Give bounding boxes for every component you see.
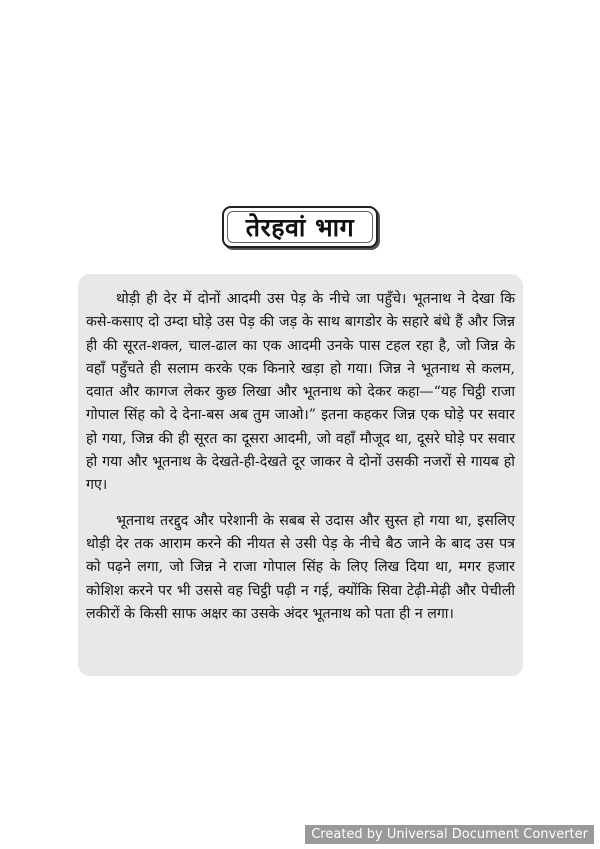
chapter-title: तेरहवां भाग <box>245 213 355 242</box>
paragraph-2: भूतनाथ तरद्दुद और परेशानी के सबब से उदास और सुस्त हो गया था, इसलिए थोड़ी देर तक आराम करने की नीयत से उसी पेड़ के नीचे बैठ जाने के बाद उस पत्र को पढ़ने लगा, जो जिन्न ने राजा गोपाल सिंह के लिए लिख दिया था, मगर हजार कोशिश करने पर भी उससे वह चिट्ठी पढ़ी न गई, क्योंकि सिवा टेढ़ी-मेढ़ी और पेचीली लकीरों के किसी साफ अक्षर का उसके अंदर भूतनाथ को पता ही न लगा। <box>86 512 515 622</box>
watermark-label: Created by Universal Document Converter <box>305 825 594 844</box>
text-panel <box>78 274 523 676</box>
chapter-heading-box <box>222 206 378 248</box>
paragraph-1: थोड़ी ही देर में दोनों आदमी उस पेड़ के नीचे जा पहुँचे। भूतनाथ ने देखा कि कसे-कसाए दो उम्दा घोड़े उस पेड़ की जड़ के साथ बागडोर के सहारे बंधे हैं और जिन्न ही की सूरत-शक्ल, चाल-ढाल का एक आदमी उनके पास टहल रहा है, जो जिन्न के वहाँ पहुँचते ही सलाम करके एक किनारे खड़ा हो गया। जिन्न ने भूतनाथ से कलम, दवात और कागज लेकर कुछ लिखा और भूतनाथ को देकर कहा—“यह चिट्ठी राजा गोपाल सिंह को दे देना-बस अब तुम जाओ।” इतना कहकर जिन्न एक घोड़े पर सवार हो गया, जिन्न की ही सूरत का दूसरा आदमी, जो वहाँ मौजूद था, दूसरे घोड़े पर सवार हो गया और भूतनाथ के देखते-ही-देखते दूर जाकर वे दोनों उसकी नजरों से गायब हो गए। <box>86 291 515 494</box>
